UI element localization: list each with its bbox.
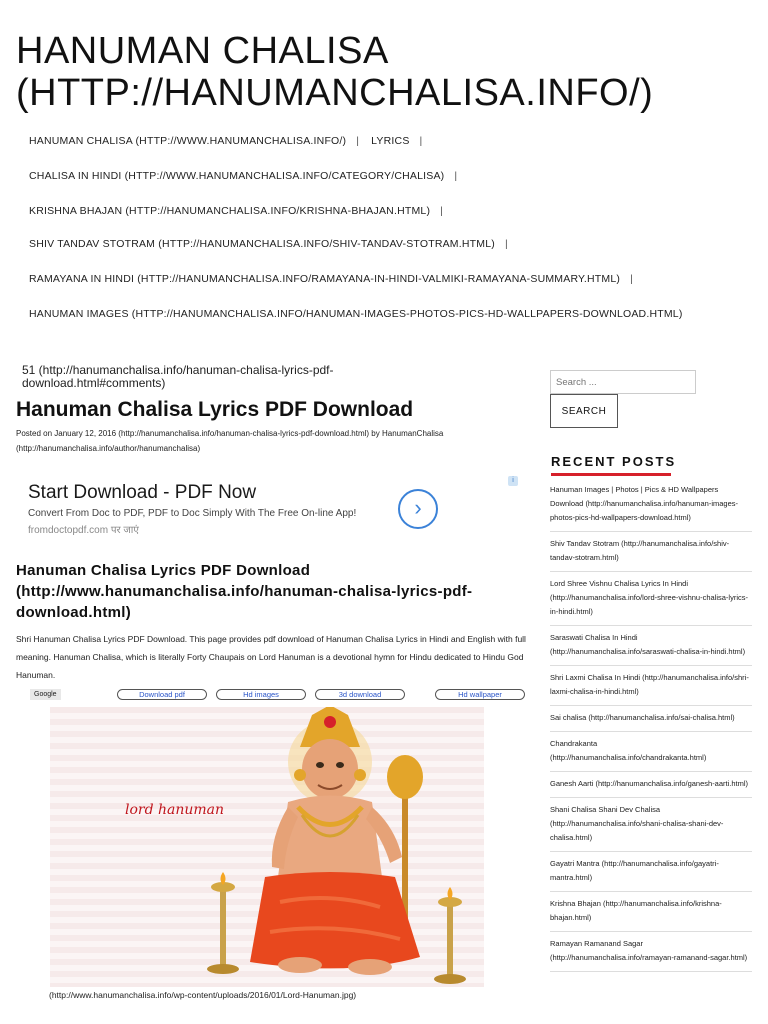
lamp-right-icon — [434, 887, 466, 984]
recent-post-item[interactable]: Sai chalisa (http://hanumanchalisa.info/sai-chalisa.html) — [550, 706, 752, 732]
comments-link[interactable]: 51 (http://hanumanchalisa.info/hanuman-chalisa-lyrics-pdf-download.html#comments) — [22, 363, 334, 390]
recent-post-item[interactable]: Lord Shree Vishnu Chalisa Lyrics In Hindi (http://hanumanchalisa.info/lord-shree-vishnu-chalisa-lyrics-in-hindi.html) — [550, 572, 752, 626]
nav-item-lyrics[interactable]: LYRICS — [371, 135, 410, 147]
recent-posts-title: RECENT POSTS — [551, 454, 677, 469]
nav-item-label[interactable]: SHIV TANDAV STOTRAM (HTTP://HANUMANCHALISA.INFO/SHIV-TANDAV-STOTRAM.HTML) — [29, 238, 495, 250]
nav-item-label[interactable]: KRISHNA BHAJAN (HTTP://HANUMANCHALISA.INFO/KRISHNA-BHAJAN.HTML) — [29, 205, 431, 217]
recent-post-item[interactable]: Ramayan Ramanand Sagar (http://hanumanchalisa.info/ramayan-ramanand-sagar.html) — [550, 932, 752, 972]
post-meta[interactable]: Posted on January 12, 2016 (http://hanumanchalisa.info/hanuman-chalisa-lyrics-pdf-download.html) by HanumanChalisa (http://hanumanchalisa.info/author/hanumanchalisa) — [16, 429, 444, 453]
search-input[interactable] — [550, 370, 696, 394]
recent-post-item[interactable]: Chandrakanta (http://hanumanchalisa.info/chandrakanta.html) — [550, 732, 752, 772]
hero-caption: lord hanuman — [125, 802, 225, 818]
hd-images-button[interactable]: Hd images — [216, 689, 306, 700]
nav-separator: | — [454, 170, 458, 182]
recent-post-item[interactable]: Hanuman Images | Photos | Pics & HD Wallpapers Download (http://hanumanchalisa.info/hanuman-images-photos-pics-hd-wallpapers-download.html) — [550, 478, 752, 532]
lamp-left-icon — [207, 872, 239, 974]
nav-item-ramayana-in-hindi[interactable] — [29, 273, 633, 285]
nav-separator: | — [630, 273, 634, 285]
ad-url[interactable]: fromdoctopdf.com पर जाएं — [28, 525, 139, 536]
ad-title[interactable]: Start Download - PDF Now — [28, 482, 257, 503]
recent-posts-underline — [551, 473, 671, 476]
search-button[interactable]: SEARCH — [550, 394, 618, 428]
nav-separator: | — [419, 135, 423, 147]
nav-item-label[interactable]: CHALISA IN HINDI (HTTP://WWW.HANUMANCHALISA.INFO/CATEGORY/CHALISA) — [29, 170, 445, 182]
download-pdf-button[interactable]: Download pdf — [117, 689, 207, 700]
nav-item-krishna-bhajan[interactable] — [29, 205, 443, 217]
recent-post-item[interactable]: Shri Laxmi Chalisa In Hindi (http://hanumanchalisa.info/shri-laxmi-chalisa-in-hindi.html) — [550, 666, 752, 706]
site-title[interactable]: HANUMAN CHALISA (HTTP://HANUMANCHALISA.INFO/) — [16, 30, 654, 114]
chevron-right-icon[interactable]: › — [398, 489, 438, 529]
image-toolbar — [30, 689, 526, 701]
post-title: Hanuman Chalisa Lyrics PDF Download — [16, 398, 414, 421]
content-paragraph: Shri Hanuman Chalisa Lyrics PDF Download. This page provides pdf download of Hanuman Chalisa Lyrics in Hindi and English with full meaning. Hanuman Chalisa, which is literally Forty Chaupais on Lord Hanuman is a devotional hymn for Hindu dedicated to Hindu God Hanuman. — [16, 634, 526, 680]
nav-item-shiv-tandav-stotram[interactable] — [29, 238, 508, 250]
nav-item-hanuman-images[interactable] — [29, 308, 683, 320]
google-search-label[interactable]: Google — [30, 689, 61, 700]
recent-post-item[interactable]: Ganesh Aarti (http://hanumanchalisa.info/ganesh-aarti.html) — [550, 772, 752, 798]
nav-item-chalisa-in-hindi[interactable] — [29, 170, 457, 182]
nav-separator: | — [504, 238, 508, 250]
ad-info-icon[interactable]: i — [508, 476, 518, 486]
recent-post-item[interactable]: Saraswati Chalisa In Hindi (http://hanumanchalisa.info/saraswati-chalisa-in-hindi.html) — [550, 626, 752, 666]
recent-posts-list — [550, 478, 752, 972]
recent-post-item[interactable]: Krishna Bhajan (http://hanumanchalisa.info/krishna-bhajan.html) — [550, 892, 752, 932]
nav-item-label[interactable]: RAMAYANA IN HINDI (HTTP://HANUMANCHALISA.INFO/RAMAYANA-IN-HINDI-VALMIKI-RAMAYANA-SUMMARY.HTML) — [29, 273, 621, 285]
3d-download-button[interactable]: 3d download — [315, 689, 405, 700]
nav-item-hanuman-chalisa[interactable] — [29, 135, 422, 147]
recent-post-item[interactable]: Shani Chalisa Shani Dev Chalisa (http://hanumanchalisa.info/shani-chalisa-shani-dev-chalisa.html) — [550, 798, 752, 852]
ad-banner[interactable] — [16, 470, 521, 542]
hanuman-image[interactable] — [50, 707, 484, 987]
nav-separator: | — [440, 205, 444, 217]
nav-separator: | — [356, 135, 360, 147]
hd-wallpaper-button[interactable]: Hd wallpaper — [435, 689, 525, 700]
hanuman-illustration — [50, 707, 484, 987]
ad-description[interactable]: Convert From Doc to PDF, PDF to Doc Simply With The Free On-line App! — [28, 508, 357, 519]
nav-item-label[interactable]: HANUMAN CHALISA (HTTP://WWW.HANUMANCHALISA.INFO/) — [29, 135, 347, 147]
content-heading[interactable]: Hanuman Chalisa Lyrics PDF Download (http://www.hanumanchalisa.info/hanuman-chalisa-lyrics-pdf-download.html) — [16, 562, 473, 621]
recent-post-item[interactable]: Gayatri Mantra (http://hanumanchalisa.info/gayatri-mantra.html) — [550, 852, 752, 892]
recent-post-item[interactable]: Shiv Tandav Stotram (http://hanumanchalisa.info/shiv-tandav-stotram.html) — [550, 532, 752, 572]
nav-item-label[interactable]: HANUMAN IMAGES (HTTP://HANUMANCHALISA.INFO/HANUMAN-IMAGES-PHOTOS-PICS-HD-WALLPAPERS-DOWNLOAD.HTML) — [29, 308, 683, 320]
image-caption-link[interactable]: (http://www.hanumanchalisa.info/wp-content/uploads/2016/01/Lord-Hanuman.jpg) — [49, 990, 357, 1000]
